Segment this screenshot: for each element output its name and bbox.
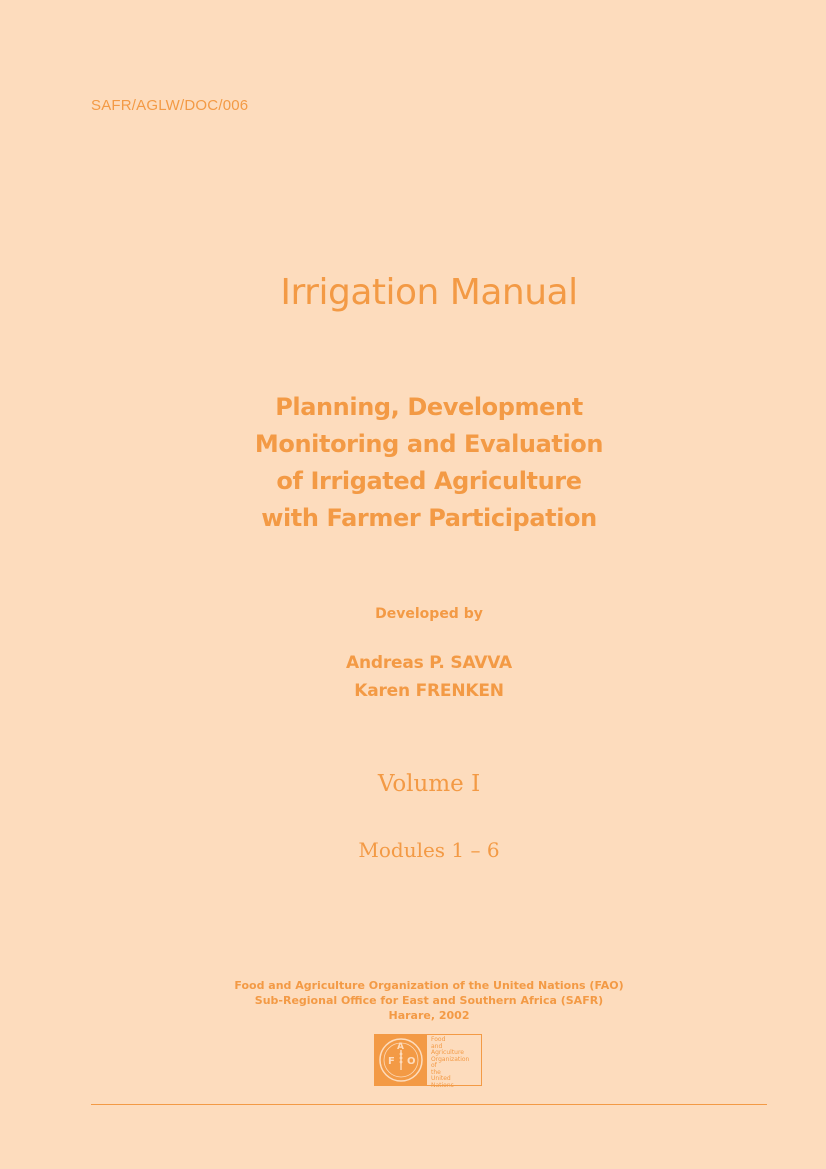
logo-text-line: United <box>431 1075 451 1082</box>
bottom-divider <box>91 1104 767 1105</box>
volume-label: Volume I <box>377 771 481 797</box>
author-name: Karen FRENKEN <box>354 681 504 701</box>
page-title: Irrigation Manual <box>280 272 578 313</box>
modules-label: Modules 1 – 6 <box>358 838 500 862</box>
emblem-letter: F <box>388 1056 395 1067</box>
author-list <box>0 649 826 705</box>
publisher-line: Food and Agriculture Organization of the United Nations (FAO) <box>234 979 624 992</box>
fao-emblem-icon <box>375 1035 427 1085</box>
developed-by-label: Developed by <box>375 606 483 622</box>
document-code: SAFR/AGLW/DOC/006 <box>91 97 249 114</box>
subtitle <box>0 389 826 537</box>
emblem-letter: A <box>397 1042 404 1052</box>
subtitle-line: with Farmer Participation <box>261 504 597 532</box>
fao-logo <box>374 1034 482 1089</box>
fao-logo-text <box>427 1035 481 1089</box>
author-name: Andreas P. SAVVA <box>346 653 512 673</box>
logo-text-line: Nations <box>431 1081 454 1089</box>
subtitle-line: of Irrigated Agriculture <box>276 467 582 495</box>
publisher-line: Harare, 2002 <box>388 1009 470 1022</box>
logo-text-line: of <box>431 1062 437 1069</box>
publisher-line: Sub-Regional Office for East and Southern Africa (SAFR) <box>254 994 604 1007</box>
logo-text-line: Agriculture <box>431 1049 464 1056</box>
logo-text-line: the <box>431 1068 441 1076</box>
emblem-letter: O <box>407 1056 416 1067</box>
subtitle-line: Planning, Development <box>275 393 583 421</box>
logo-text-line: Food <box>431 1036 446 1043</box>
subtitle-line: Monitoring and Evaluation <box>254 430 604 458</box>
publisher-info <box>0 978 826 1023</box>
logo-text-line: and <box>431 1042 443 1050</box>
logo-text-line: Organization <box>431 1055 470 1063</box>
